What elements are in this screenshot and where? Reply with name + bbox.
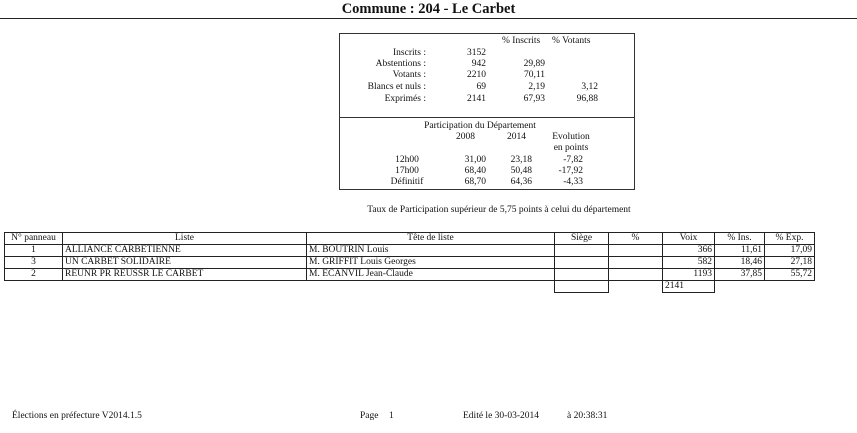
col-header-evolution-unit: en points: [553, 143, 589, 153]
totals-spacer: [5, 281, 63, 293]
cell-pct: [609, 257, 663, 269]
stat-label: Inscrits :: [393, 48, 426, 58]
cell-liste: UN CARBET SOLIDAIRE: [63, 257, 307, 269]
cell-panneau: 1: [5, 245, 63, 257]
header-voix: Voix: [663, 233, 715, 245]
stat-value: 3152: [467, 48, 486, 58]
cell-pct-exp: 17,09: [765, 245, 815, 257]
results-table: [4, 232, 815, 293]
stat-pct-inscrits: 67,93: [523, 94, 545, 104]
cell-tete: M. ECANVIL Jean-Claude: [307, 269, 555, 281]
participation-2008: 68,70: [464, 177, 486, 187]
participation-note: Taux de Participation supérieur de 5,75 points à celui du département: [367, 205, 631, 215]
cell-pct: [609, 245, 663, 257]
header-pct: %: [609, 233, 663, 245]
cell-liste: REUNR PR REUSSR LE CARBET: [63, 269, 307, 281]
participation-label: 17h00: [395, 166, 419, 176]
footer-edited-time: à 20:38:31: [567, 411, 608, 421]
col-header-pct-inscrits: % Inscrits: [502, 36, 541, 46]
table-row: [5, 269, 815, 281]
cell-pct-exp: 27,18: [765, 257, 815, 269]
participation-evolution: -17,92: [558, 166, 583, 176]
participation-2014: 23,18: [510, 155, 532, 165]
participation-2008: 68,40: [464, 166, 486, 176]
participation-label: 12h00: [395, 155, 419, 165]
totals-spacer: [715, 281, 765, 293]
stat-value: 2210: [467, 70, 486, 80]
cell-tete: M. BOUTRIN Louis: [307, 245, 555, 257]
stat-value: 942: [471, 59, 486, 69]
cell-siege: [555, 245, 609, 257]
cell-siege: [555, 257, 609, 269]
cell-voix: 582: [663, 257, 715, 269]
cell-pct-ins: 37,85: [715, 269, 765, 281]
stat-value: 2141: [467, 94, 486, 104]
col-header-2008: 2008: [456, 132, 475, 142]
cell-pct: [609, 269, 663, 281]
footer-edited-date: Edité le 30-03-2014: [463, 411, 539, 421]
totals-spacer: [307, 281, 555, 293]
stat-label: Exprimés :: [384, 94, 426, 104]
cell-liste: ALLIANCE CARBETIENNE: [63, 245, 307, 257]
participation-2008: 31,00: [464, 155, 486, 165]
cell-panneau: 2: [5, 269, 63, 281]
participation-2014: 64,36: [510, 177, 532, 187]
col-header-evolution: Evolution: [552, 132, 590, 142]
participation-label: Définitif: [390, 177, 424, 187]
totals-spacer: [765, 281, 815, 293]
stats-box-divider: [339, 117, 635, 118]
title-underline: [0, 18, 857, 19]
stat-label: Blancs et nuls :: [367, 82, 426, 92]
stat-label: Votants :: [392, 70, 426, 80]
stat-pct-inscrits: 70,11: [523, 70, 545, 80]
cell-tete: M. GRIFFIT Louis Georges: [307, 257, 555, 269]
participation-2014: 50,48: [510, 166, 532, 176]
results-header-row: [5, 233, 815, 245]
col-header-2014: 2014: [507, 132, 526, 142]
stat-pct-inscrits: 29,89: [523, 59, 545, 69]
stat-pct-votants: 3,12: [581, 82, 598, 92]
cell-pct-exp: 55,72: [765, 269, 815, 281]
page-title: Commune : 204 - Le Carbet: [341, 1, 516, 17]
stat-pct-inscrits: 2,19: [528, 82, 545, 92]
stat-pct-votants: 96,88: [576, 94, 598, 104]
stat-label: Abstentions :: [375, 59, 426, 69]
footer-app-version: Élections en préfecture V2014.1.5: [12, 411, 142, 421]
header-liste: Liste: [63, 233, 307, 245]
cell-panneau: 3: [5, 257, 63, 269]
total-voix: 2141: [663, 281, 715, 293]
cell-voix: 1193: [663, 269, 715, 281]
totals-row: [5, 281, 815, 293]
participation-title: Participation du Département: [424, 121, 536, 131]
footer-page-label: Page: [360, 411, 379, 421]
cell-pct-ins: 11,61: [715, 245, 765, 257]
table-row: [5, 257, 815, 269]
col-header-pct-votants: % Votants: [552, 36, 591, 46]
table-row: [5, 245, 815, 257]
footer-page-number: 1: [389, 411, 394, 421]
stat-value: 69: [476, 82, 486, 92]
header-pct-exp: % Exp.: [765, 233, 815, 245]
participation-evolution: -4,33: [563, 177, 583, 187]
participation-evolution: -7,82: [563, 155, 583, 165]
header-pct-ins: % Ins.: [715, 233, 765, 245]
totals-spacer: [63, 281, 307, 293]
cell-siege: [555, 269, 609, 281]
header-tete-de-liste: Tête de liste: [307, 233, 555, 245]
header-siege: Siège: [555, 233, 609, 245]
totals-spacer: [609, 281, 663, 293]
header-panneau: N° panneau: [5, 233, 63, 245]
cell-voix: 366: [663, 245, 715, 257]
cell-pct-ins: 18,46: [715, 257, 765, 269]
total-siege-box: [555, 281, 609, 293]
